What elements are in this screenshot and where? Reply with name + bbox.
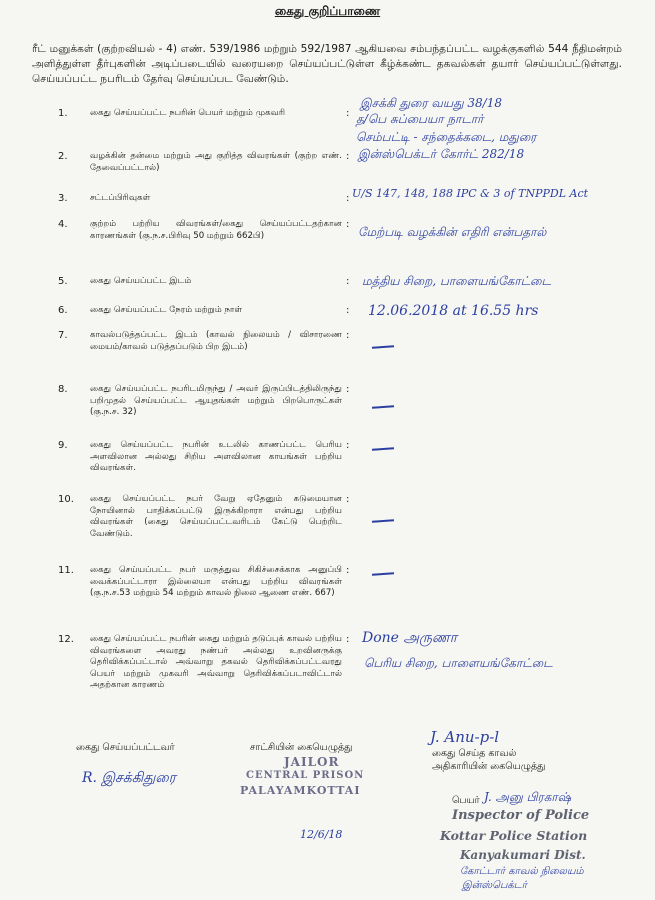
officer-stamp-line: Kottar Police Station xyxy=(440,828,588,843)
blank-dash xyxy=(372,447,394,451)
item-question: கைது செய்யப்பட்ட நேரம் மற்றும் நாள் xyxy=(90,305,243,315)
item-question: கைது செய்யப்பட்ட நபர் வேறு ஏதேனும் கடுமையான நோயினால் பாதிக்கப்பட்டு இருக்கிறாரா என்பது பற்றிய விவரங்கள் (கைது செய்யப்பட்டவரிடம் கேட்டு பெற்றிட வேண்டும். xyxy=(90,494,342,539)
item-answer-line: U/S 147, 148, 188 IPC & 3 of TNPPDL Act xyxy=(352,187,589,200)
blank-dash xyxy=(372,519,394,523)
colon: : xyxy=(346,494,350,505)
item-answer-line: இசக்கி துரை வயது 38/18 xyxy=(360,96,502,110)
colon: : xyxy=(346,193,350,204)
colon: : xyxy=(346,440,350,451)
item-number: 10. xyxy=(58,494,74,505)
jail-stamp-line: PALAYAMKOTTAI xyxy=(240,784,361,797)
item-question: குற்றம் பற்றிய விவரங்கள்/கைது செய்யப்பட்டதற்கான காரணங்கள் (கு.ந.ச.பிரிவு 50 மற்றும் 662பி) xyxy=(90,219,342,241)
jail-stamp-line: CENTRAL PRISON xyxy=(246,770,365,781)
officer-station-handwritten: இன்ஸ்பெக்டர் xyxy=(462,880,527,891)
colon: : xyxy=(346,565,350,576)
item-answer-line: 12.06.2018 at 16.55 hrs xyxy=(368,303,539,319)
item-number: 11. xyxy=(58,565,74,576)
item-question: கைது செய்யப்பட்ட நபரின் உடலில் காணப்பட்ட பெரிய அளவிலான அல்லது சிறிய அளவிலான காயங்கள் பற்றிய விவரங்கள். xyxy=(90,440,342,473)
officer-label-1: கைது செய்த காவல் xyxy=(432,748,517,759)
item-answer-line: இன்ஸ்பெக்டர் கோர்ட் 282/18 xyxy=(358,147,525,161)
item-question: கைது செய்யப்பட்ட நபர் மருத்துவ சிகிச்சைக்காக அனுப்பி வைக்கப்பட்டாரா இல்லையா என்பது பற்றிய விவரங்கள் (கு.ந.ச.53 மற்றும் 54 மற்றும் காவல் நிலை ஆணை எண். 667) xyxy=(90,565,342,598)
colon: : xyxy=(346,276,350,287)
colon: : xyxy=(346,151,350,162)
colon: : xyxy=(346,219,350,230)
witness-label: சாட்சியின் கையெழுத்து xyxy=(250,742,353,753)
blank-dash xyxy=(372,572,394,576)
item-question: சட்டப்பிரிவுகள் xyxy=(90,193,151,203)
item-answer-line: செம்பட்டி - சந்தைக்கடை, மதுரை xyxy=(356,130,537,144)
arrestee-signature: R. இசக்கிதுரை xyxy=(82,770,176,786)
item-number: 12. xyxy=(58,634,74,645)
item-number: 6. xyxy=(58,305,68,316)
name-label: பெயர் xyxy=(452,795,480,806)
officer-signature: J. Anu-p-l xyxy=(430,728,500,746)
item-question: கைது செய்யப்பட்ட நபரின் கைது மற்றும் தடுப்புக் காவல் பற்றிய விவரங்களை அவரது நண்பர் அல்லது உறவினருக்கு தெரிவிக்கப்பட்டால் அவ்வாறு தகவல் தெரிவிக்கப்பட்டவரது பெயர் மற்றும் முகவரி அவ்வாறு தெரிவிக்கப்படாவிட்டால் அதற்கான காரணம் xyxy=(90,634,342,690)
blank-dash xyxy=(372,405,394,409)
item-question: காவல்படுத்தப்பட்ட இடம் (காவல் நிலையம் / விசாரணை மையம்/காவல் படுத்தப்படும் பிற இடம்) xyxy=(90,330,342,352)
item-answer-line: மேற்படி வழக்கின் எதிரி என்பதால் xyxy=(358,225,547,239)
item-question: கைது செய்யப்பட்ட இடம் xyxy=(90,276,192,286)
officer-station-handwritten: கோட்டார் காவல் நிலையம் xyxy=(460,866,584,877)
colon: : xyxy=(346,108,350,119)
blank-dash xyxy=(372,345,394,349)
item-number: 8. xyxy=(58,384,68,395)
item-question: கைது செய்யப்பட்ட நபரிடமிருந்து / அவர் இருப்பிடத்திலிருந்து பறிமுதல் செய்யப்பட்ட ஆயுதங்கள் மற்றும் பிறபொருட்கள் (கு.ந.ச. 32) xyxy=(90,384,342,417)
item-number: 2. xyxy=(58,151,68,162)
arrestee-label: கைது செய்யப்பட்டவர் xyxy=(76,742,175,753)
officer-stamp-line: Inspector of Police xyxy=(452,808,590,823)
stamp-date: 12/6/18 xyxy=(300,828,343,841)
item-number: 5. xyxy=(58,276,68,287)
item-answer-line: மத்திய சிறை, பாளையங்கோட்டை xyxy=(362,274,552,288)
item-question: வழக்கின் தன்மை மற்றும் அது குறித்த விவரங்கள் (குற்ற எண். தேவைப்பட்டால்) xyxy=(90,151,342,173)
item-number: 4. xyxy=(58,219,68,230)
item-number: 7. xyxy=(58,330,68,341)
item-number: 3. xyxy=(58,193,68,204)
page-title: கைது குறிப்பாணை xyxy=(274,4,381,18)
officer-name-handwritten: J. அனு பிரகாஷ் xyxy=(484,790,572,804)
intro-paragraph: ரீட் மனுக்கள் (குற்றவியல் - 4) எண். 539/1986 மற்றும் 592/1987 ஆகியவை சம்பந்தப்பட்ட வழக்குகளில் 544 நீதிமன்றம் அளித்துள்ள தீர்புகளின் அடிப்படையில் வரையறை செய்யப்பட்டுள்ள கீழ்க்கண்ட தகவல்கள் தயார் செய்யப்பட்டுள்ளது. செய்யப்பட்ட நபரிடம் தேர்வு செய்யப்பட வேண்டும். xyxy=(32,43,622,85)
colon: : xyxy=(346,634,350,645)
item-number: 9. xyxy=(58,440,68,451)
item-answer-line: Done அருணா xyxy=(362,630,458,646)
colon: : xyxy=(346,384,350,395)
officer-stamp-line: Kanyakumari Dist. xyxy=(460,848,586,862)
item-answer-line: பெரிய சிறை, பாளையங்கோட்டை xyxy=(364,656,553,670)
officer-label-2: அதிகாரியின் கையெழுத்து xyxy=(432,761,546,772)
item-number: 1. xyxy=(58,108,68,119)
colon: : xyxy=(346,305,350,316)
colon: : xyxy=(346,330,350,341)
item-question: கைது செய்யப்பட்ட நபரின் பெயர் மற்றும் முகவரி xyxy=(90,108,286,118)
jail-stamp-line: JAILOR xyxy=(284,755,340,769)
item-answer-line: த/பெ சுப்பையா நாடார் xyxy=(356,112,484,126)
